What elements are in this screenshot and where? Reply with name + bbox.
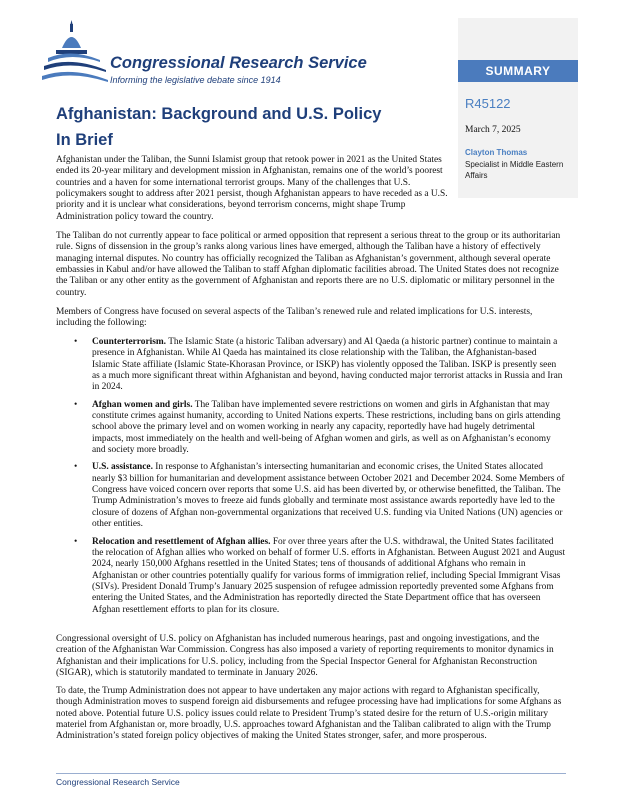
- list-item-women-girls: [56, 400, 566, 457]
- org-name: Congressional Research Service: [110, 54, 367, 72]
- footer-divider: [56, 773, 566, 774]
- congress-focus-paragraph: Members of Congress have focused on several aspects of the Taliban’s renewed rule and related implications for U.S. interests, including the following:: [56, 307, 533, 329]
- crs-header: [40, 18, 370, 96]
- list-item-text: In response to Afghanistan’s intersecting humanitarian and economic crises, the United States allocated nearly $3 billion for humanitarian and development assistance between October 2021 and December 2024. Some Members of Congress have voiced concern over reports that some U.S. aid has been diverted by, or otherwise benefitted, the Taliban. The Trump Administration’s moves to freeze aid funds globally and terminate most assistance awards reportedly have led to the closure of dozens of Afghan non-governmental organizations that received U.S. funding via United Nations (UN) agencies or other entities.: [92, 462, 565, 530]
- list-item-text: The Taliban have implemented severe restrictions on women and girls in Afghanistan that may constitute crimes against humanity, according to United Nations experts. These restrictions, including bans on girls attending school above the primary level and on women working in nearly any capacity, reportedly have had hugely detrimental impacts, most immediately on the health and well-being of Afghan women and girls, as well as on Afghanistan’s economy and society more broadly.: [92, 399, 561, 456]
- list-item-text: The Islamic State (a historic Taliban adversary) and Al Qaeda (a historic partner) continue to maintain a presence in Afghanistan. While Al Qaeda has maintained its close relationship with the Taliban, the Afghanistan-based Islamic State affiliate (Islamic State-Khorasan Province, or ISKP) has violently opposed the Taliban. ISKP is presently seen as a much more significant threat within Afghanistan and beyond, having conducted major terrorist attacks in Russia and Iran in 2024.: [92, 337, 563, 393]
- trump-administration-paragraph: To date, the Trump Administration does not appear to have undertaken any major actions with regard to Afghanistan specifically, though Administration moves to suspend foreign aid disbursements and refugee processing have had implications for some Afghans as noted above. Potential future U.S. policy issues could relate to President Trump’s stated desire for the return of U.S.-origin military materiel from Afghanistan or, more broadly, U.S. approaches toward Afghanistan and the Taliban calibrated to align with the Trump Administration’s stated foreign policy objectives of making the United States stronger, safer, and more prosperous.: [56, 686, 562, 742]
- capitol-dome-logo-icon: [40, 18, 110, 88]
- bullet-icon: •: [74, 399, 78, 410]
- footer-org-name: Congressional Research Service: [56, 777, 180, 787]
- list-item-us-assistance: [56, 462, 566, 530]
- summary-label: SUMMARY: [458, 60, 578, 82]
- list-item-counterterrorism: [56, 337, 566, 394]
- org-tagline: Informing the legislative debate since 1914: [110, 75, 281, 85]
- focus-list: [56, 337, 566, 622]
- intro-paragraph: Afghanistan under the Taliban, the Sunni Islamist group that retook power in 2021 as the United States ended its 20-year military and development mission in Afghanistan, remains one of the world’s poorest countries and a haven for some international terrorist groups. Many of the challenges that U.S. policymakers sought to address after 2021 persist, though Afghanistan appears to have receded as a U.S. priority and it is unclear what considerations, beyond terrorism concerns, might shape Trump Administration policy toward the country.: [56, 155, 448, 222]
- bullet-icon: •: [74, 337, 78, 347]
- author-title: Specialist in Middle Eastern Affairs: [465, 160, 564, 180]
- taliban-rule-paragraph: The Taliban do not currently appear to face political or armed opposition that represent a serious threat to the group or its authoritarian rule. Signs of dissension in the group’s ranks along various lines have emerged, although the Taliban have a history of effectively managing internal disputes. No country has officially recognized the Taliban as Afghanistan’s government, although several operate embassies in Kabul and/or have allowed the Taliban to staff Afghan diplomatic facilities abroad. The United States does not recognize the Taliban or any other entity as the government of Afghanistan and reports there are no U.S. diplomatic or military personnel in the country.: [56, 231, 561, 298]
- summary-sidebar: [458, 18, 578, 198]
- report-number: R45122: [465, 96, 511, 111]
- list-item-relocation: [56, 537, 566, 616]
- bullet-icon: •: [74, 536, 78, 547]
- oversight-paragraph: Congressional oversight of U.S. policy on Afghanistan has included numerous hearings, past and ongoing investigations, and the creation of the Afghanistan War Commission. Congress has also imposed a variety of reporting requirements to monitor dynamics in Afghanistan and their implications for U.S. policy, including from the Special Inspector General for Afghanistan Reconstruction (SIGAR), which is statutorily mandated to terminate in January 2026.: [56, 634, 554, 679]
- list-item-heading: U.S. assistance.: [92, 462, 153, 473]
- list-item-heading: Afghan women and girls.: [92, 399, 193, 410]
- page-title: Afghanistan: Background and U.S. Policy In Brief: [56, 105, 382, 149]
- bullet-icon: •: [74, 462, 78, 473]
- list-item-heading: Relocation and resettlement of Afghan allies.: [92, 536, 271, 547]
- author-name: Clayton Thomas: [465, 148, 528, 157]
- list-item-heading: Counterterrorism.: [92, 337, 167, 347]
- report-date: March 7, 2025: [465, 125, 521, 135]
- list-item-text: For over three years after the U.S. withdrawal, the United States facilitated the relocation of Afghan allies who worked on behalf of former U.S. efforts in Afghanistan. Between August 2021 and August 2024, nearly 150,000 Afghans resettled in the United States; tens of thousands of additional Afghans who remain in Afghanistan or other countries potentially qualify for various forms of immigration relief, including Special Immigrant Visas (SIVs). President Donald Trump’s January 2025 suspension of refugee admission reportedly prevented some Afghans from entering the United States, and the Administration has reportedly directed the State Department office that has overseen Afghan resettlement efforts to plan for its closure.: [92, 536, 566, 615]
